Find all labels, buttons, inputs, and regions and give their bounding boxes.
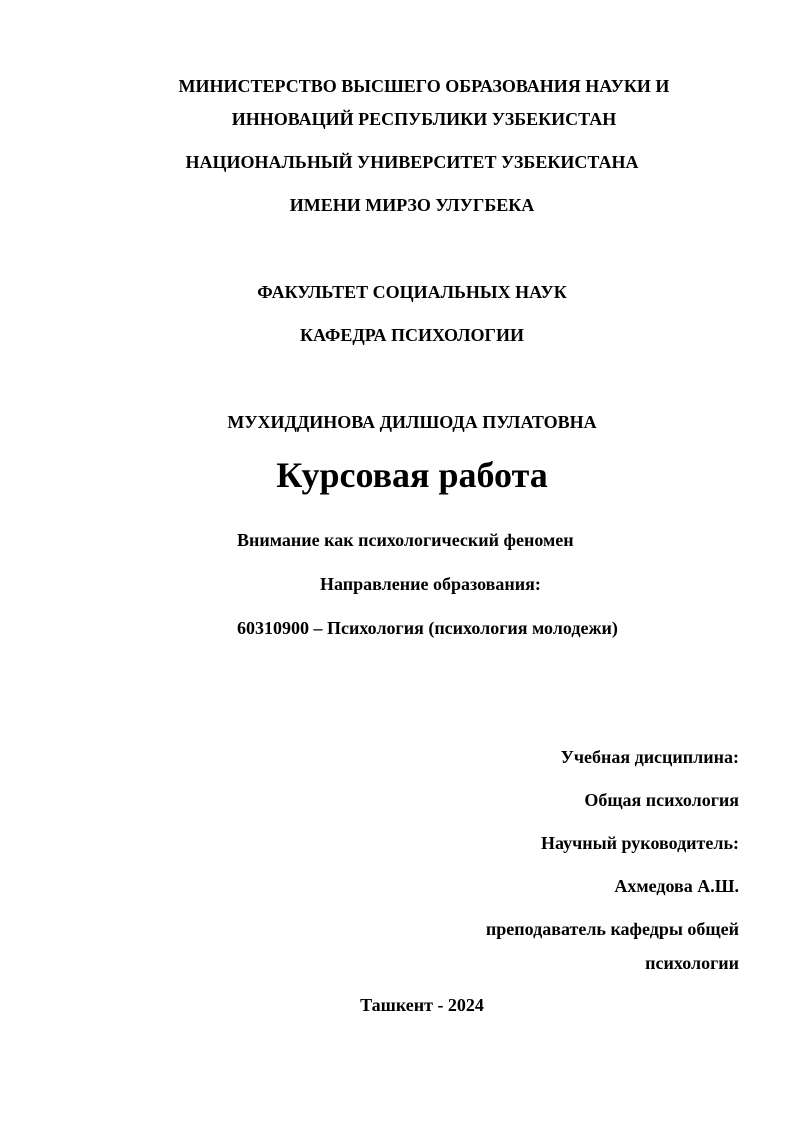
author-name: МУХИДДИНОВА ДИЛШОДА ПУЛАТОВНА: [227, 412, 597, 432]
supervisor-position-line-2: психологии: [645, 953, 739, 973]
supervisor-label: Научный руководитель:: [541, 833, 739, 853]
supervisor-position-line-1: преподаватель кафедры общей: [485, 919, 739, 939]
ministry-line-1: МИНИСТЕРСТВО ВЫСШЕГО ОБРАЗОВАНИЯ НАУКИ И: [178, 76, 670, 96]
department-name: КАФЕДРА ПСИХОЛОГИИ: [299, 325, 524, 345]
direction-value: 60310900 – Психология (психология молодежи): [237, 618, 618, 638]
supervisor-name: Ахмедова А.Ш.: [614, 876, 739, 896]
faculty-name: ФАКУЛЬТЕТ СОЦИАЛЬНЫХ НАУК: [257, 282, 567, 302]
work-type-title: Курсовая работа: [276, 455, 548, 495]
discipline-value: Общая психология: [584, 790, 739, 810]
discipline-label: Учебная дисциплина:: [560, 747, 739, 767]
topic: Внимание как психологический феномен: [237, 530, 574, 550]
university-line-2: ИМЕНИ МИРЗО УЛУГБЕКА: [289, 195, 535, 215]
direction-label: Направление образования:: [320, 574, 541, 594]
university-line-1: НАЦИОНАЛЬНЫЙ УНИВЕРСИТЕТ УЗБЕКИСТАНА: [185, 152, 639, 172]
ministry-line-2: ИННОВАЦИЙ РЕСПУБЛИКИ УЗБЕКИСТАН: [231, 109, 617, 129]
city-year: Ташкент - 2024: [360, 995, 484, 1015]
